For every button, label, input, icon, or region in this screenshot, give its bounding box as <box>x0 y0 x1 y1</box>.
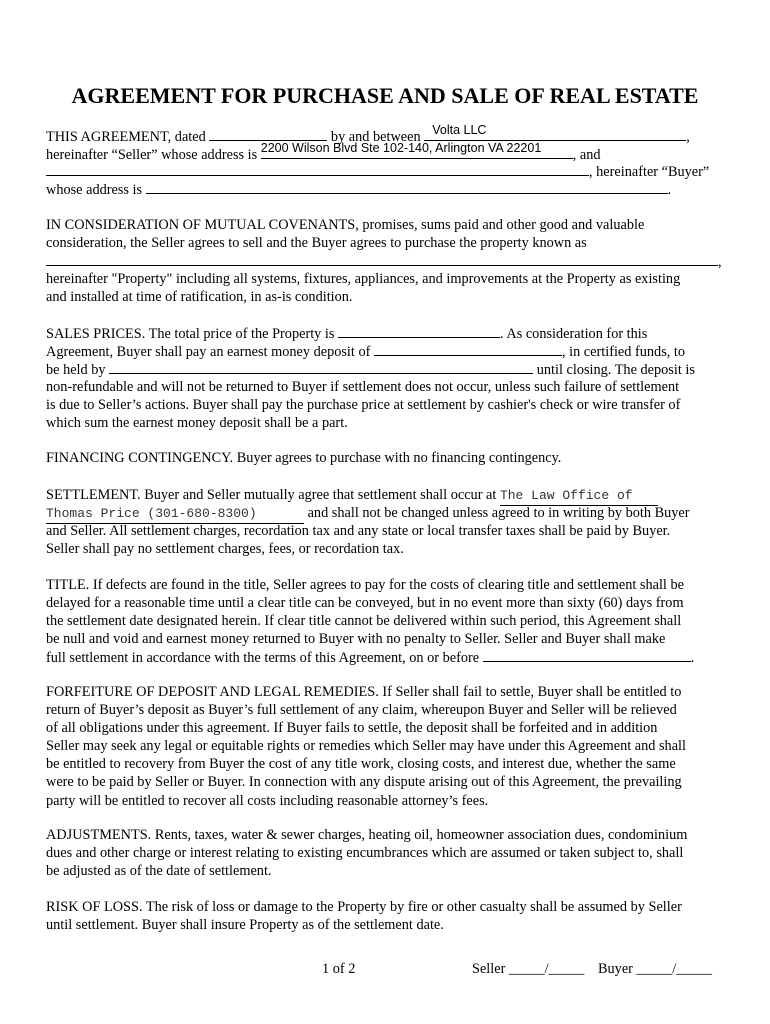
title-line-2: delayed for a reasonable time until a clear title can be conveyed, but in no event more than sixty (60) days from <box>46 595 684 612</box>
financing-paragraph <box>46 449 722 467</box>
forfeiture-line-3: of all obligations under this agreement. If Buyer fails to settle, the deposit shall be forfeited and in addition <box>46 720 658 737</box>
settlement-line-2 <box>46 504 722 522</box>
forfeiture-line-6: were to be paid by Seller or Buyer. In connection with any dispute arising out of this Agreement, the prevailing <box>46 774 682 791</box>
title-text: full settlement in accordance with the terms of this Agreement, on or before <box>46 650 480 667</box>
by-and-between-label: by and between <box>330 129 421 145</box>
forfeiture-paragraph <box>46 683 722 810</box>
settlement-line-3: and Seller. All settlement charges, recordation tax and any state or local transfer taxes shall be paid by Buyer. <box>46 523 671 540</box>
seller-address-label: hereinafter “Seller” whose address is <box>46 147 258 164</box>
sales-price-paragraph <box>46 324 722 433</box>
seller-address-field[interactable] <box>260 141 573 159</box>
sales-text: . As consideration for this <box>500 326 648 342</box>
seller-address-value: 2200 Wilson Blvd Ste 102-140, Arlington VA 22201 <box>260 141 542 155</box>
title-line-5 <box>46 648 722 666</box>
hereinafter-buyer-label: , hereinafter “Buyer” <box>589 164 710 181</box>
document-title: AGREEMENT FOR PURCHASE AND SALE OF REAL ESTATE <box>71 83 699 108</box>
seller-initials-field[interactable]: Seller _____/_____ <box>472 961 585 977</box>
risk-paragraph <box>46 898 722 934</box>
dated-label: THIS AGREEMENT, dated <box>46 129 206 145</box>
settlement-line-1 <box>46 486 722 504</box>
forfeiture-line-7: party will be entitled to recover all costs including reasonable attorney’s fees. <box>46 792 489 809</box>
title-line-4: be null and void and earnest money returned to Buyer with no penalty to Seller. Seller and Buyer shall make <box>46 631 666 648</box>
forfeiture-line-1: FORFEITURE OF DEPOSIT AND LEGAL REMEDIES. If Seller shall fail to settle, Buyer shall be entitled to <box>46 684 682 700</box>
consideration-line-5: and installed at time of ratification, in as-is condition. <box>46 289 353 306</box>
forfeiture-line-2: return of Buyer’s deposit as Buyer’s full settlement of any claim, whereupon Buyer and Seller will be relieved <box>46 702 677 719</box>
risk-line-2: until settlement. Buyer shall insure Property as of the settlement date. <box>46 917 444 934</box>
title-paragraph <box>46 576 722 666</box>
title-line-3: the settlement date designated herein. If clear title cannot be delivered within such period, this Agreement shall <box>46 613 682 630</box>
buyer-initials-field[interactable]: Buyer _____/_____ <box>598 961 712 977</box>
comma: , <box>686 129 690 145</box>
financing-line-1: FINANCING CONTINGENCY. Buyer agrees to purchase with no financing contingency. <box>46 450 562 466</box>
intro-paragraph <box>46 122 722 199</box>
sales-text: Agreement, Buyer shall pay an earnest money deposit of <box>46 344 371 361</box>
property-address-field[interactable] <box>46 252 718 266</box>
seller-name-value: Volta LLC <box>432 122 487 137</box>
settlement-location-field[interactable]: The Law Office of <box>500 487 658 506</box>
consideration-line-3 <box>46 252 722 270</box>
consideration-paragraph <box>46 216 722 306</box>
intro-line-2 <box>46 141 722 164</box>
sales-line-1 <box>46 324 722 342</box>
adjustments-line-3: be adjusted as of the date of settlement. <box>46 863 272 880</box>
settlement-date-field[interactable] <box>483 648 691 662</box>
forfeiture-line-4: Seller may seek any legal or equitable rights or remedies which Seller may have under this Agreement and shall <box>46 738 686 755</box>
sales-text: SALES PRICES. The total price of the Property is <box>46 326 335 342</box>
consideration-line-2: consideration, the Seller agrees to sell and the Buyer agrees to purchase the property known as <box>46 235 587 252</box>
settlement-paragraph <box>46 486 722 558</box>
deposit-field[interactable] <box>374 342 562 356</box>
adjustments-paragraph <box>46 826 722 880</box>
sales-line-3 <box>46 360 722 378</box>
settlement-text: SETTLEMENT. Buyer and Seller mutually agree that settlement shall occur at <box>46 487 497 503</box>
sales-text: , in certified funds, to <box>561 344 686 361</box>
sales-line-5: is due to Seller’s actions. Buyer shall pay the purchase price at settlement by cashier's check or wire transfer of <box>46 397 681 414</box>
settlement-text: and shall not be changed unless agreed to in writing by both Buyer <box>307 505 690 522</box>
sales-text: be held by <box>46 362 106 379</box>
sales-text: until closing. The deposit is <box>536 362 695 379</box>
total-price-field[interactable] <box>338 324 500 338</box>
intro-line-3 <box>46 162 722 180</box>
intro-line-4 <box>46 180 722 198</box>
settlement-line-4: Seller shall pay no settlement charges, fees, or recordation tax. <box>46 541 404 558</box>
escrow-holder-field[interactable] <box>109 360 533 374</box>
sales-line-2 <box>46 342 722 360</box>
adjustments-line-1: ADJUSTMENTS. Rents, taxes, water & sewer charges, heating oil, homeowner association dues, condominium <box>46 827 688 843</box>
adjustments-line-2: dues and other charge or interest relating to existing encumbrances which are assumed or taken subject to, shall <box>46 845 684 862</box>
settlement-location-field-2[interactable]: Thomas Price (301-680-8300) <box>46 505 304 524</box>
and-label: , and <box>572 147 601 164</box>
comma: , <box>718 254 722 271</box>
consideration-line-1: IN CONSIDERATION OF MUTUAL COVENANTS, promises, sums paid and other good and valuable <box>46 217 645 233</box>
period: . <box>690 650 695 667</box>
buyer-address-label: whose address is <box>46 182 143 199</box>
risk-line-1: RISK OF LOSS. The risk of loss or damage to the Property by fire or other casualty shall be assumed by Seller <box>46 899 682 915</box>
buyer-name-field[interactable] <box>46 162 589 176</box>
period: . <box>667 182 672 199</box>
sales-line-6: which sum the earnest money deposit shall be a part. <box>46 415 348 432</box>
page-number: 1 of 2 <box>322 961 356 977</box>
forfeiture-line-5: be entitled to recovery from Buyer the cost of any title work, closing costs, and interest due, whether the same <box>46 756 676 773</box>
title-line-1: TITLE. If defects are found in the title, Seller agrees to pay for the costs of clearing title and settlement shall be <box>46 577 684 593</box>
sales-line-4: non-refundable and will not be returned to Buyer if settlement does not occur, unless such failure of settlement <box>46 379 680 396</box>
consideration-line-4: hereinafter "Property" including all systems, fixtures, appliances, and improvements at the Property as existing <box>46 271 681 288</box>
buyer-address-field[interactable] <box>146 180 668 194</box>
